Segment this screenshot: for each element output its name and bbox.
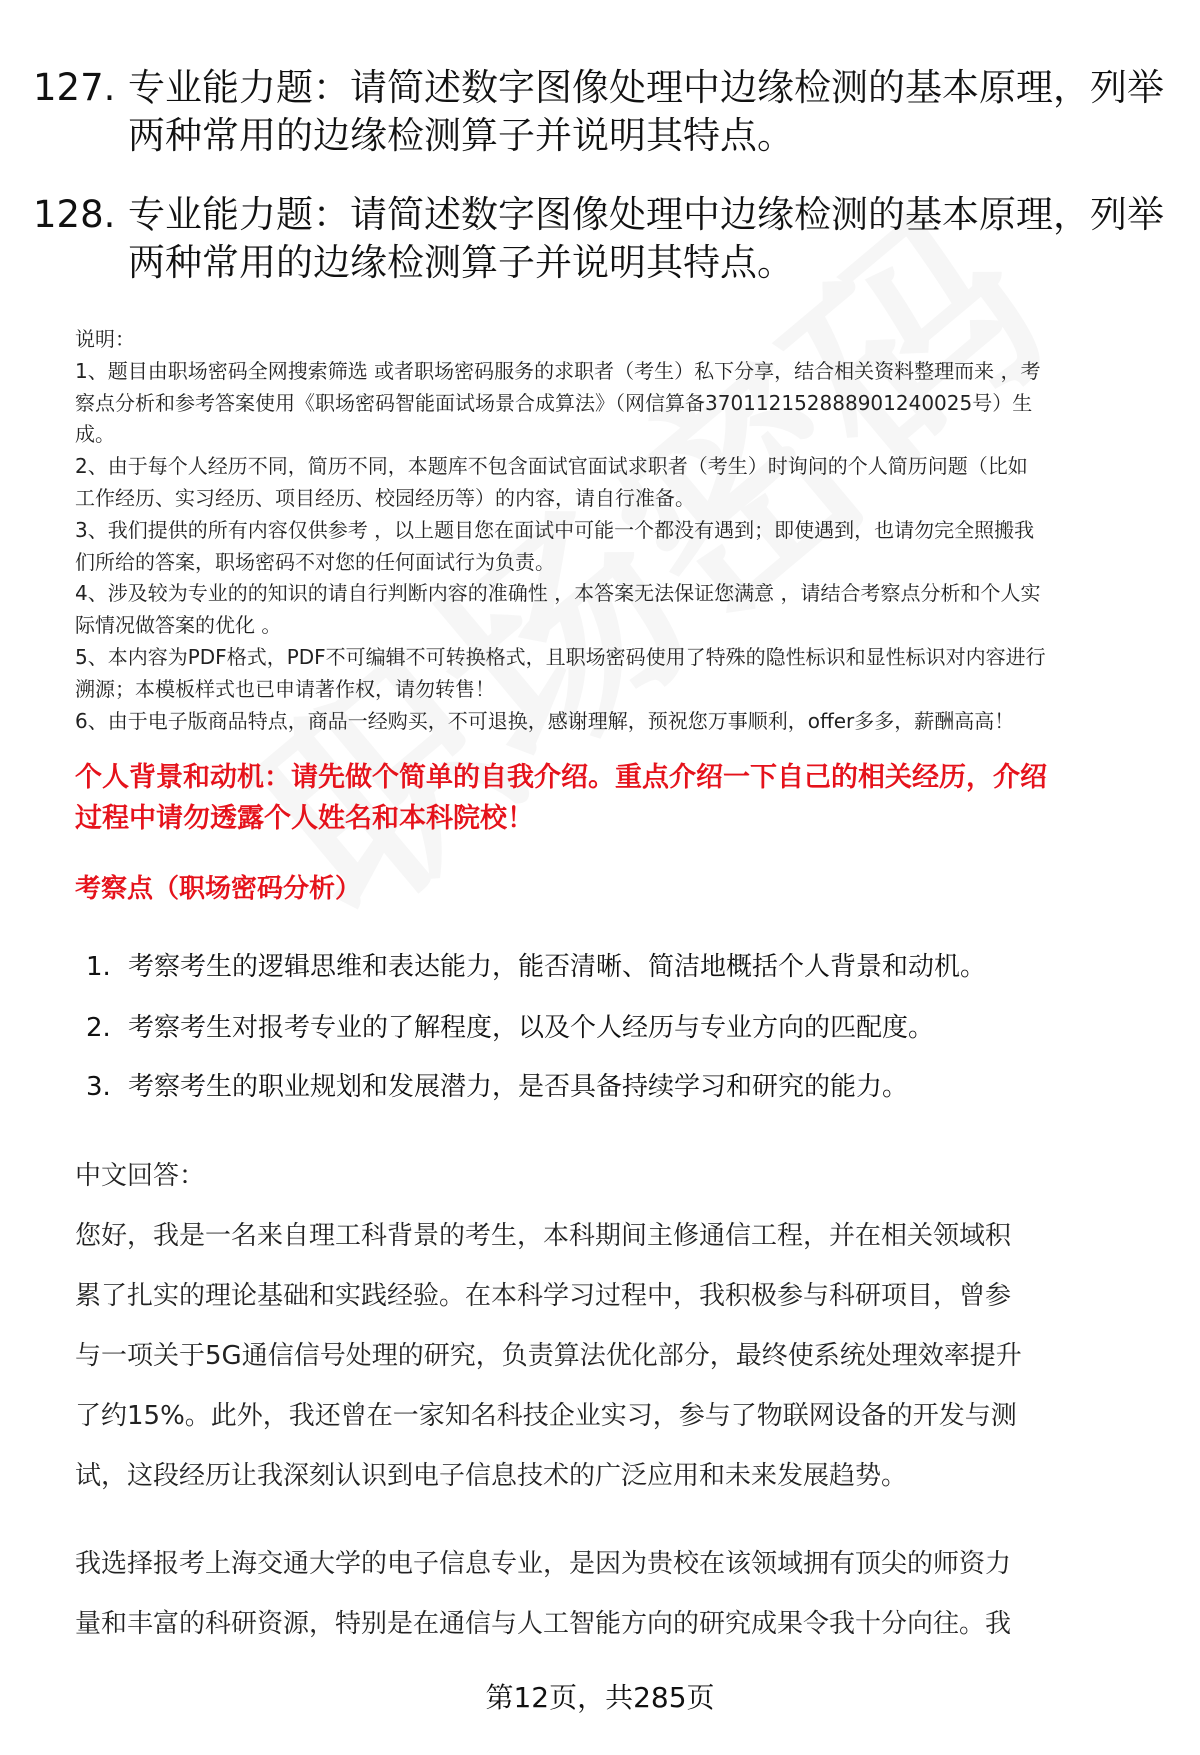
- note-line: 成。: [75, 422, 115, 447]
- question-text: 两种常用的边缘检测算子并说明其特点。: [128, 114, 794, 157]
- question-number: 127.: [33, 66, 116, 109]
- answer-line: 了约15%。此外，我还曾在一家知名科技企业实习，参与了物联网设备的开发与测: [75, 1401, 1017, 1431]
- list-number: 1.: [86, 952, 111, 982]
- note-line: 说明：: [75, 327, 135, 351]
- question-text: 两种常用的边缘检测算子并说明其特点。: [128, 241, 794, 284]
- note-line: 4、涉及较为专业的的知识的请自行判断内容的准确性 ，本答案无法保证您满意 ，请结合考察点分析和个人实: [75, 581, 1041, 606]
- note-line: 2、由于每个人经历不同，简历不同，本题库不包含面试官面试求职者（考生）时询问的个人简历问题（比如: [75, 454, 1028, 479]
- note-line: 察点分析和参考答案使用《职场密码智能面试场景合成算法》（网信算备370112152888901240025号）生: [75, 390, 1033, 415]
- answer-line: 您好，我是一名来自理工科背景的考生，本科期间主修通信工程，并在相关领域积: [75, 1221, 1012, 1251]
- answer-line: 与一项关于5G通信信号处理的研究，负责算法优化部分，最终使系统处理效率提升: [75, 1341, 1022, 1371]
- note-line: 6、由于电子版商品特点，商品一经购买，不可退换，感谢理解，预祝您万事顺利，offer多多，薪酬高高！: [75, 708, 1015, 733]
- analysis-title: 考察点（职场密码分析）: [75, 874, 362, 904]
- list-item: 考察考生对报考专业的了解程度，以及个人经历与专业方向的匹配度。: [128, 1013, 935, 1043]
- answer-line: 试，这段经历让我深刻认识到电子信息技术的广泛应用和未来发展趋势。: [75, 1461, 908, 1491]
- note-line: 5、本内容为PDF格式，PDF不可编辑不可转换格式，且职场密码使用了特殊的隐性标识和显性标识对内容进行: [75, 645, 1046, 669]
- list-number: 3.: [86, 1072, 111, 1102]
- note-line: 3、我们提供的所有内容仅供参考 ，以上题目您在面试中可能一个都没有遇到；即使遇到，也请勿完全照搬我: [75, 517, 1035, 542]
- answer-label: 中文回答：: [75, 1161, 206, 1191]
- note-line: 们所给的答案，职场密码不对您的任何面试行为负责。: [75, 549, 555, 574]
- answer-line: 量和丰富的科研资源，特别是在通信与人工智能方向的研究成果令我十分向往。我: [75, 1609, 1012, 1639]
- question-number: 128.: [33, 193, 116, 236]
- note-line: 1、题目由职场密码全网搜索筛选 或者职场密码服务的求职者（考生）私下分享，结合相关资料整理而来 ，考: [75, 358, 1041, 383]
- list-item: 考察考生的职业规划和发展潜力，是否具备持续学习和研究的能力。: [128, 1072, 909, 1102]
- question-text: 专业能力题：请简述数字图像处理中边缘检测的基本原理，列举: [128, 193, 1164, 236]
- question-text: 专业能力题：请简述数字图像处理中边缘检测的基本原理，列举: [128, 66, 1164, 109]
- note-line: 工作经历、实习经历、项目经历、校园经历等）的内容，请自行准备。: [75, 486, 695, 510]
- section-title: 个人背景和动机：请先做个简单的自我介绍。重点介绍一下自己的相关经历，介绍: [75, 762, 1047, 793]
- note-line: 际情况做答案的优化 。: [75, 613, 282, 638]
- answer-line: 累了扎实的理论基础和实践经验。在本科学习过程中，我积极参与科研项目，曾参: [75, 1281, 1012, 1311]
- list-item: 考察考生的逻辑思维和表达能力，能否清晰、简洁地概括个人背景和动机。: [128, 952, 987, 982]
- note-line: 溯源；本模板样式也已申请著作权，请勿转售！: [75, 676, 495, 701]
- list-number: 2.: [86, 1013, 111, 1043]
- answer-line: 我选择报考上海交通大学的电子信息专业，是因为贵校在该领域拥有顶尖的师资力: [75, 1549, 1012, 1579]
- page-footer: 第12页，共285页: [485, 1681, 715, 1714]
- section-title: 过程中请勿透露个人姓名和本科院校！: [75, 803, 534, 834]
